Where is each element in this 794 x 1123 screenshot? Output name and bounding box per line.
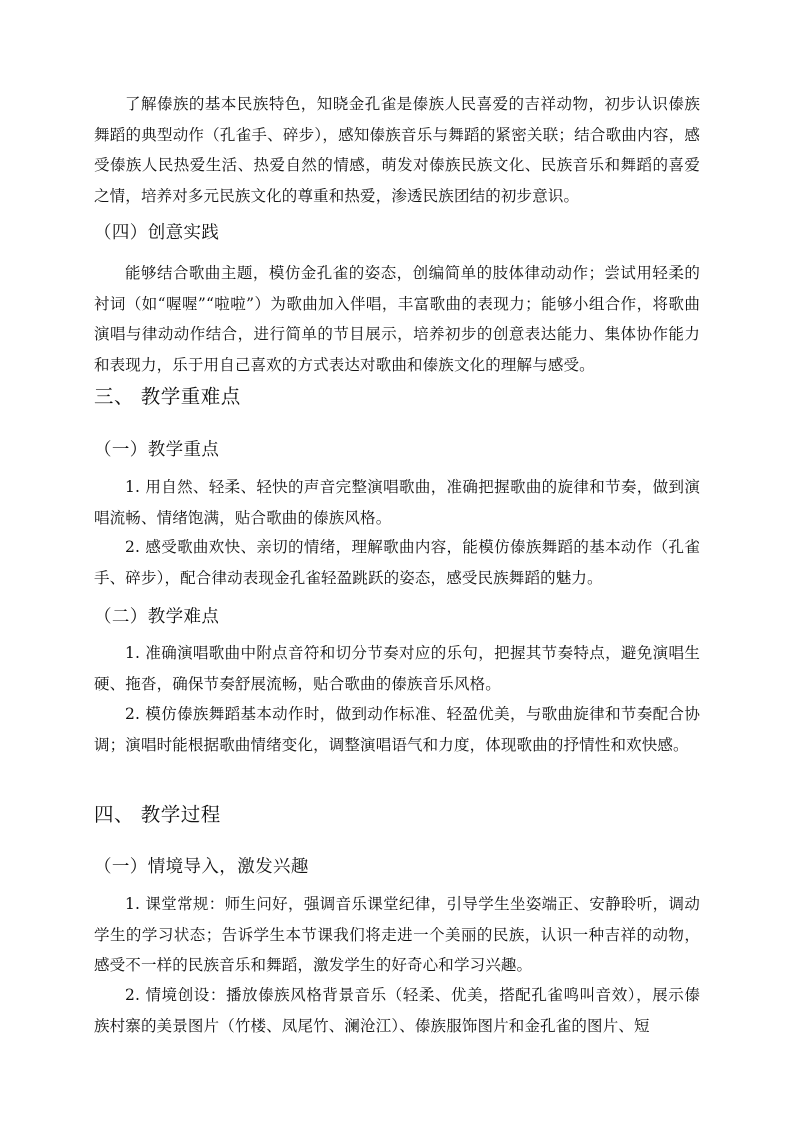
- key-point-1-block: [94, 472, 700, 533]
- key-point-item: 1. 用自然、轻柔、轻快的声音完整演唱歌曲，准确把握歌曲的旋律和节奏，做到演唱流畅、情绪饱满，贴合歌曲的傣族风格。: [94, 478, 700, 527]
- intro-paragraph-block: [94, 89, 700, 211]
- intro-paragraph: 了解傣族的基本民族特色，知晓金孔雀是傣族人民喜爱的吉祥动物，初步认识傣族舞蹈的典型动作（孔雀手、碎步），感知傣族音乐与舞蹈的紧密关联；结合歌曲内容，感受傣族人民热爱生活、热爱自然的情感，萌发对傣族民族文化、民族音乐和舞蹈的喜爱之情，培养对多元民族文化的尊重和热爱，渗透民族团结的初步意识。: [94, 95, 700, 205]
- difficult-point-item: 1. 准确演唱歌曲中附点音符和切分节奏对应的乐句，把握其节奏特点，避免演唱生硬、拖沓，确保节奏舒展流畅，贴合歌曲的傣族音乐风格。: [94, 644, 700, 693]
- heading-key-points: （一）教学重点: [94, 440, 220, 460]
- process-item: 2. 情境创设：播放傣族风格背景音乐（轻柔、优美，搭配孔雀鸣叫音效），展示傣族村寨的美景图片（竹楼、凤尾竹、澜沧江）、傣族服饰图片和金孔雀的图片、短: [94, 986, 700, 1035]
- key-point-2-block: [94, 532, 700, 593]
- heading-situational-intro: （一）情境导入，激发兴趣: [94, 857, 309, 877]
- creative-practice-paragraph: 能够结合歌曲主题，模仿金孔雀的姿态，创编简单的肢体律动动作；尝试用轻柔的衬词（如“喔喔”“啦啦”）为歌曲加入伴唱，丰富歌曲的表现力；能够小组合作，将歌曲演唱与律动动作结合，进行简单的节目展示，培养初步的创意表达能力、集体协作能力和表现力，乐于用自己喜欢的方式表达对歌曲和傣族文化的理解与感受。: [94, 264, 700, 374]
- process-item-1-block: [94, 889, 700, 981]
- key-point-item: 2. 感受歌曲欢快、亲切的情绪，理解歌曲内容，能模仿傣族舞蹈的基本动作（孔雀手、碎步），配合律动表现金孔雀轻盈跳跃的姿态，感受民族舞蹈的魅力。: [94, 538, 700, 587]
- creative-practice-block: [94, 258, 700, 380]
- heading-teaching-process: 四、 教学过程: [94, 803, 221, 826]
- difficult-point-2-block: [94, 699, 700, 760]
- difficult-point-item: 2. 模仿傣族舞蹈基本动作时，做到动作标准、轻盈优美，与歌曲旋律和节奏配合协调；演唱时能根据歌曲情绪变化，调整演唱语气和力度，体现歌曲的抒情性和欢快感。: [94, 705, 700, 754]
- process-item-2-block: [94, 980, 700, 1041]
- difficult-point-1-block: [94, 638, 700, 699]
- process-item: 1. 课堂常规：师生问好，强调音乐课堂纪律，引导学生坐姿端正、安静聆听，调动学生的学习状态；告诉学生本节课我们将走进一个美丽的民族，认识一种吉祥的动物，感受不一样的民族音乐和舞蹈，激发学生的好奇心和学习兴趣。: [94, 895, 700, 974]
- heading-difficult-points: （二）教学难点: [94, 607, 220, 627]
- heading-creative-practice: （四）创意实践: [94, 223, 220, 243]
- heading-key-difficult-points: 三、 教学重难点: [94, 385, 241, 408]
